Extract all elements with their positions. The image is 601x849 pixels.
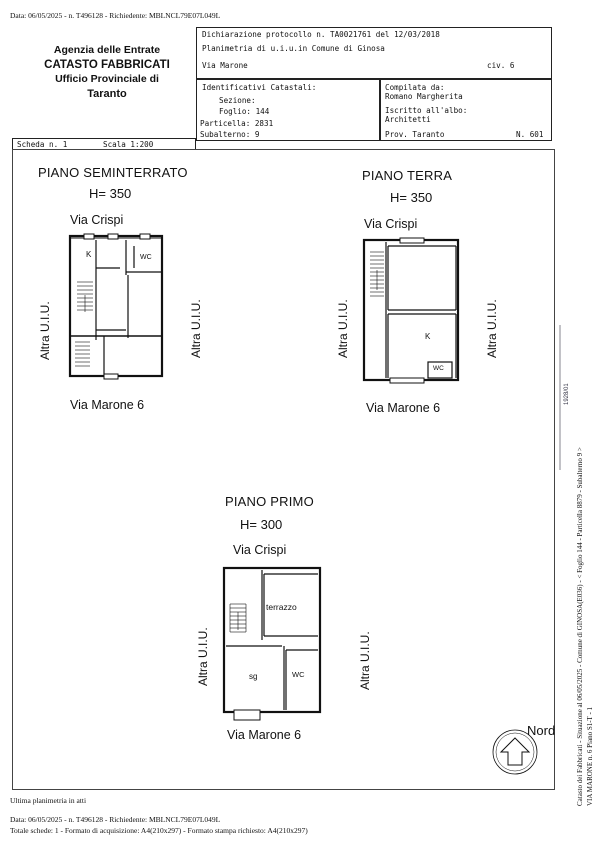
foglio-value: Foglio: 144 <box>219 107 270 116</box>
protocol-date: 12/03/2018 <box>394 30 440 39</box>
seminterrato-side-right: Altra U.I.U. <box>189 299 203 358</box>
terra-kitchen-label: K <box>425 332 431 341</box>
primo-terrazzo-label: terrazzo <box>266 602 297 612</box>
protocol-del: del <box>375 30 390 39</box>
protocol-number: TA0021761 <box>330 30 372 39</box>
terra-wc-label: WC <box>433 365 444 372</box>
primo-title: PIANO PRIMO <box>225 494 314 509</box>
side-stamp-address: VIA MARONE n. 6 Piano S1-T - 1 <box>586 706 594 806</box>
footer-format-line: Totale schede: 1 - Formato di acquisizione: A4(210x297) - Formato stampa richiesto: A4(210x297) <box>10 826 308 835</box>
identificativi-label: Identificativi Catastali: <box>202 83 317 92</box>
albo-value: Architetti <box>385 115 431 124</box>
terra-height: H= 350 <box>390 190 433 205</box>
seminterrato-title: PIANO SEMINTERRATO <box>38 165 188 180</box>
agency-catasto: CATASTO FABBRICATI <box>44 59 170 71</box>
planimetria-line: Planimetria di u.i.u.in Comune di Ginosa <box>202 44 385 53</box>
seminterrato-kitchen-label: K <box>86 250 92 259</box>
agency-city: Taranto <box>87 88 127 100</box>
footer-request-line: Data: 06/05/2025 - n. T496128 - Richiedente: MBLNCL79E07L049L <box>10 815 221 824</box>
primo-wc-label: WC <box>292 670 305 679</box>
compilata-label: Compilata da: <box>385 83 445 92</box>
side-stamp: Catasto dei Fabbricati - Situazione al 06/05/2025 - Comune di GINOSA(E036) - < Foglio 144 - Particella 8879 - Subalterno 9 > <box>576 447 584 806</box>
seminterrato-street-top: Via Crispi <box>70 213 124 227</box>
primo-side-right: Altra U.I.U. <box>358 631 372 690</box>
side-code: 1928/01 <box>564 383 570 405</box>
compilatore-name: Romano Margherita <box>385 92 463 101</box>
footer-ultima: Ultima planimetria in atti <box>10 796 87 805</box>
iscritto-label: Iscritto all'albo: <box>385 106 468 115</box>
particella-value: Particella: 2831 <box>200 119 274 128</box>
address-street: Via Marone <box>202 61 248 70</box>
scheda-label: Scheda n. 1 <box>17 140 68 149</box>
primo-side-left: Altra U.I.U. <box>196 627 210 686</box>
agency-name: Agenzia delle Entrate <box>53 44 161 56</box>
subalterno-value: Subalterno: 9 <box>200 130 260 139</box>
agency-office: Ufficio Provinciale di <box>55 73 159 85</box>
terra-side-right: Altra U.I.U. <box>485 299 499 358</box>
primo-street-top: Via Crispi <box>233 543 287 557</box>
north-label: Nord <box>527 723 556 738</box>
primo-sg-label: sg <box>249 672 258 681</box>
seminterrato-street-bottom: Via Marone 6 <box>70 398 145 412</box>
iscrizione-number: N. 601 <box>516 130 544 139</box>
terra-street-bottom: Via Marone 6 <box>366 401 441 415</box>
sezione-label: Sezione: <box>219 96 256 105</box>
seminterrato-wc-label: WC <box>140 254 152 261</box>
protocol-label: Dichiarazione protocollo n. <box>202 30 326 39</box>
primo-street-bottom: Via Marone 6 <box>227 728 302 742</box>
address-civ: civ. 6 <box>487 61 515 70</box>
seminterrato-height: H= 350 <box>89 186 132 201</box>
terra-street-top: Via Crispi <box>364 217 418 231</box>
primo-height: H= 300 <box>240 517 283 532</box>
prov-value: Prov. Taranto <box>385 130 445 139</box>
terra-side-left: Altra U.I.U. <box>336 299 350 358</box>
scala-label: Scala 1:200 <box>103 140 154 149</box>
seminterrato-side-left: Altra U.I.U. <box>38 301 52 360</box>
terra-title: PIANO TERRA <box>362 168 453 183</box>
request-line: Data: 06/05/2025 - n. T496128 - Richiedente: MBLNCL79E07L049L <box>10 11 221 20</box>
